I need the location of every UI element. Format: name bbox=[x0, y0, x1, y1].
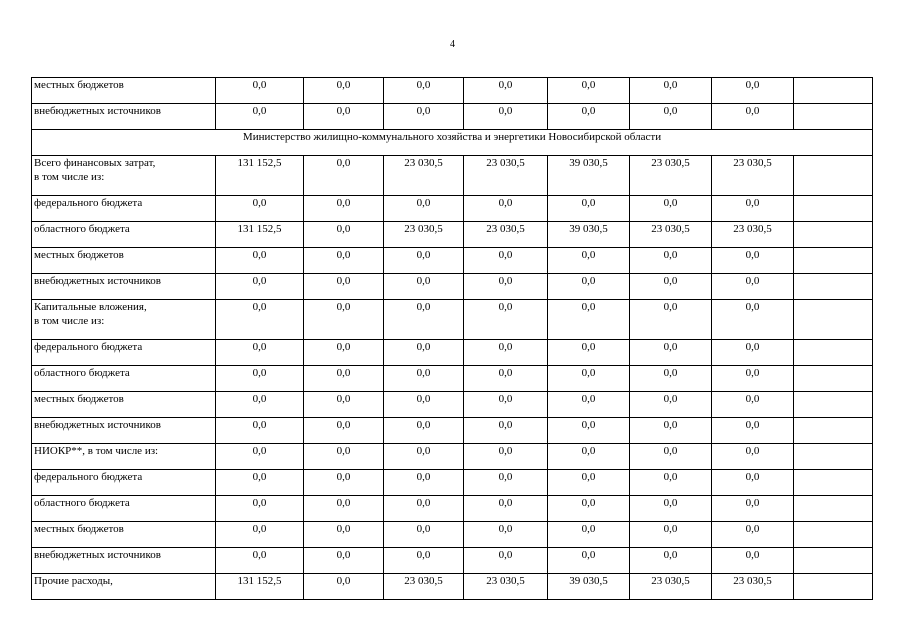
table-row bbox=[32, 574, 873, 600]
value-cell bbox=[794, 156, 873, 196]
value-cell: 0,0 bbox=[384, 300, 464, 340]
row-label-line: местных бюджетов bbox=[34, 79, 124, 91]
row-label-line: Всего финансовых затрат, bbox=[34, 157, 156, 169]
row-label bbox=[32, 574, 216, 600]
value-cell: 0,0 bbox=[630, 522, 712, 548]
value-cell: 0,0 bbox=[712, 196, 794, 222]
table-row bbox=[32, 470, 873, 496]
value-cell: 0,0 bbox=[216, 392, 304, 418]
row-label bbox=[32, 300, 216, 340]
value-cell: 23 030,5 bbox=[712, 574, 794, 600]
row-label bbox=[32, 522, 216, 548]
row-label-line: областного бюджета bbox=[34, 223, 130, 235]
row-label bbox=[32, 156, 216, 196]
value-cell: 0,0 bbox=[304, 548, 384, 574]
row-label-line: местных бюджетов bbox=[34, 393, 124, 405]
value-cell: 23 030,5 bbox=[384, 574, 464, 600]
value-cell: 23 030,5 bbox=[384, 156, 464, 196]
value-cell: 0,0 bbox=[712, 78, 794, 104]
value-cell: 0,0 bbox=[712, 444, 794, 470]
value-cell: 0,0 bbox=[548, 470, 630, 496]
value-cell: 0,0 bbox=[630, 470, 712, 496]
value-cell: 23 030,5 bbox=[464, 156, 548, 196]
row-label-line: местных бюджетов bbox=[34, 249, 124, 261]
value-cell: 0,0 bbox=[548, 340, 630, 366]
value-cell: 23 030,5 bbox=[712, 156, 794, 196]
value-cell: 0,0 bbox=[630, 274, 712, 300]
value-cell bbox=[794, 340, 873, 366]
row-label-line: внебюджетных источников bbox=[34, 105, 161, 117]
value-cell: 0,0 bbox=[712, 418, 794, 444]
value-cell: 0,0 bbox=[464, 496, 548, 522]
value-cell: 0,0 bbox=[464, 274, 548, 300]
value-cell: 0,0 bbox=[630, 104, 712, 130]
value-cell: 0,0 bbox=[548, 300, 630, 340]
value-cell: 0,0 bbox=[216, 444, 304, 470]
value-cell bbox=[794, 522, 873, 548]
value-cell: 0,0 bbox=[548, 248, 630, 274]
value-cell: 0,0 bbox=[304, 444, 384, 470]
value-cell: 0,0 bbox=[384, 366, 464, 392]
value-cell: 0,0 bbox=[630, 444, 712, 470]
value-cell: 0,0 bbox=[384, 522, 464, 548]
row-label-line: Капитальные вложения, bbox=[34, 301, 147, 313]
value-cell: 0,0 bbox=[712, 548, 794, 574]
row-label-line: Прочие расходы, bbox=[34, 575, 113, 587]
value-cell: 0,0 bbox=[304, 156, 384, 196]
value-cell: 23 030,5 bbox=[384, 222, 464, 248]
table-row bbox=[32, 340, 873, 366]
value-cell: 23 030,5 bbox=[464, 574, 548, 600]
table-row bbox=[32, 78, 873, 104]
value-cell: 0,0 bbox=[304, 196, 384, 222]
value-cell: 0,0 bbox=[464, 392, 548, 418]
table-row bbox=[32, 196, 873, 222]
value-cell bbox=[794, 574, 873, 600]
value-cell: 0,0 bbox=[464, 300, 548, 340]
table-row bbox=[32, 548, 873, 574]
value-cell: 0,0 bbox=[630, 418, 712, 444]
value-cell: 0,0 bbox=[712, 104, 794, 130]
value-cell: 0,0 bbox=[216, 248, 304, 274]
value-cell bbox=[794, 196, 873, 222]
row-label bbox=[32, 104, 216, 130]
value-cell: 0,0 bbox=[630, 196, 712, 222]
table-row bbox=[32, 418, 873, 444]
value-cell bbox=[794, 366, 873, 392]
value-cell: 0,0 bbox=[384, 392, 464, 418]
row-label bbox=[32, 340, 216, 366]
value-cell: 0,0 bbox=[548, 548, 630, 574]
value-cell: 0,0 bbox=[216, 300, 304, 340]
row-label bbox=[32, 78, 216, 104]
value-cell: 0,0 bbox=[712, 366, 794, 392]
value-cell: 0,0 bbox=[630, 340, 712, 366]
value-cell bbox=[794, 496, 873, 522]
value-cell: 0,0 bbox=[548, 78, 630, 104]
table-row bbox=[32, 496, 873, 522]
value-cell: 23 030,5 bbox=[630, 156, 712, 196]
row-label bbox=[32, 196, 216, 222]
value-cell: 0,0 bbox=[384, 418, 464, 444]
value-cell: 0,0 bbox=[384, 104, 464, 130]
section-row bbox=[32, 130, 873, 156]
value-cell: 0,0 bbox=[216, 496, 304, 522]
row-label bbox=[32, 366, 216, 392]
value-cell: 0,0 bbox=[548, 104, 630, 130]
value-cell: 0,0 bbox=[464, 196, 548, 222]
budget-table bbox=[31, 77, 873, 600]
value-cell: 131 152,5 bbox=[216, 574, 304, 600]
value-cell: 0,0 bbox=[384, 248, 464, 274]
table-row bbox=[32, 104, 873, 130]
value-cell: 0,0 bbox=[630, 366, 712, 392]
value-cell: 0,0 bbox=[216, 104, 304, 130]
value-cell: 0,0 bbox=[712, 248, 794, 274]
value-cell: 0,0 bbox=[464, 104, 548, 130]
value-cell: 0,0 bbox=[216, 78, 304, 104]
value-cell: 23 030,5 bbox=[464, 222, 548, 248]
row-label-line: местных бюджетов bbox=[34, 523, 124, 535]
value-cell: 0,0 bbox=[304, 392, 384, 418]
value-cell bbox=[794, 392, 873, 418]
value-cell: 131 152,5 bbox=[216, 222, 304, 248]
value-cell: 131 152,5 bbox=[216, 156, 304, 196]
value-cell: 0,0 bbox=[548, 496, 630, 522]
value-cell: 0,0 bbox=[304, 222, 384, 248]
page-number: 4 bbox=[450, 39, 455, 50]
value-cell: 0,0 bbox=[464, 78, 548, 104]
value-cell bbox=[794, 548, 873, 574]
value-cell bbox=[794, 248, 873, 274]
table-row bbox=[32, 392, 873, 418]
value-cell: 0,0 bbox=[304, 470, 384, 496]
value-cell: 0,0 bbox=[304, 522, 384, 548]
value-cell: 0,0 bbox=[630, 548, 712, 574]
value-cell: 23 030,5 bbox=[630, 574, 712, 600]
value-cell bbox=[794, 104, 873, 130]
value-cell: 0,0 bbox=[548, 366, 630, 392]
value-cell: 0,0 bbox=[304, 78, 384, 104]
table-row bbox=[32, 366, 873, 392]
value-cell bbox=[794, 222, 873, 248]
value-cell: 39 030,5 bbox=[548, 574, 630, 600]
row-label-line: внебюджетных источников bbox=[34, 419, 161, 431]
table-row bbox=[32, 248, 873, 274]
value-cell: 0,0 bbox=[548, 274, 630, 300]
value-cell: 0,0 bbox=[304, 574, 384, 600]
value-cell: 0,0 bbox=[712, 340, 794, 366]
value-cell bbox=[794, 274, 873, 300]
value-cell: 0,0 bbox=[464, 548, 548, 574]
row-label bbox=[32, 470, 216, 496]
row-label-line: федерального бюджета bbox=[34, 471, 143, 483]
value-cell: 0,0 bbox=[216, 418, 304, 444]
row-label bbox=[32, 248, 216, 274]
row-label bbox=[32, 548, 216, 574]
value-cell: 0,0 bbox=[304, 274, 384, 300]
row-label-line: федерального бюджета bbox=[34, 341, 143, 353]
value-cell: 0,0 bbox=[630, 78, 712, 104]
value-cell: 0,0 bbox=[216, 274, 304, 300]
row-label bbox=[32, 496, 216, 522]
value-cell: 0,0 bbox=[384, 444, 464, 470]
value-cell: 0,0 bbox=[216, 548, 304, 574]
value-cell: 0,0 bbox=[216, 366, 304, 392]
value-cell: 0,0 bbox=[216, 340, 304, 366]
value-cell: 0,0 bbox=[384, 78, 464, 104]
value-cell: 0,0 bbox=[464, 366, 548, 392]
row-label bbox=[32, 222, 216, 248]
value-cell: 0,0 bbox=[464, 470, 548, 496]
value-cell: 0,0 bbox=[384, 548, 464, 574]
value-cell: 0,0 bbox=[548, 392, 630, 418]
value-cell: 0,0 bbox=[304, 418, 384, 444]
row-label bbox=[32, 274, 216, 300]
value-cell: 0,0 bbox=[712, 470, 794, 496]
value-cell: 0,0 bbox=[304, 366, 384, 392]
value-cell: 0,0 bbox=[464, 418, 548, 444]
row-label bbox=[32, 444, 216, 470]
table-row bbox=[32, 274, 873, 300]
row-label-line: в том числе из: bbox=[34, 315, 105, 327]
section-title: Министерство жилищно-коммунального хозяйства и энергетики Новосибирской области bbox=[32, 130, 873, 156]
value-cell: 0,0 bbox=[712, 522, 794, 548]
row-label-line: НИОКР**, в том числе из: bbox=[34, 445, 159, 457]
value-cell: 23 030,5 bbox=[630, 222, 712, 248]
table-row bbox=[32, 222, 873, 248]
value-cell: 0,0 bbox=[630, 496, 712, 522]
row-label-line: внебюджетных источников bbox=[34, 549, 161, 561]
value-cell: 0,0 bbox=[712, 274, 794, 300]
value-cell bbox=[794, 418, 873, 444]
value-cell: 0,0 bbox=[464, 340, 548, 366]
row-label-line: областного бюджета bbox=[34, 497, 130, 509]
value-cell bbox=[794, 470, 873, 496]
value-cell: 0,0 bbox=[630, 392, 712, 418]
value-cell: 0,0 bbox=[216, 522, 304, 548]
value-cell: 0,0 bbox=[384, 470, 464, 496]
value-cell: 0,0 bbox=[464, 248, 548, 274]
value-cell: 23 030,5 bbox=[712, 222, 794, 248]
value-cell bbox=[794, 444, 873, 470]
value-cell: 0,0 bbox=[712, 300, 794, 340]
value-cell: 0,0 bbox=[384, 196, 464, 222]
value-cell: 0,0 bbox=[384, 340, 464, 366]
value-cell: 0,0 bbox=[548, 196, 630, 222]
value-cell bbox=[794, 78, 873, 104]
value-cell: 0,0 bbox=[216, 196, 304, 222]
row-label-line: федерального бюджета bbox=[34, 197, 143, 209]
row-label-line: в том числе из: bbox=[34, 171, 105, 183]
value-cell: 0,0 bbox=[630, 300, 712, 340]
table-row bbox=[32, 444, 873, 470]
value-cell: 0,0 bbox=[548, 418, 630, 444]
row-label bbox=[32, 418, 216, 444]
row-label-line: внебюджетных источников bbox=[34, 275, 161, 287]
value-cell: 0,0 bbox=[384, 274, 464, 300]
value-cell: 39 030,5 bbox=[548, 156, 630, 196]
table-row bbox=[32, 300, 873, 340]
value-cell: 39 030,5 bbox=[548, 222, 630, 248]
value-cell: 0,0 bbox=[304, 104, 384, 130]
value-cell: 0,0 bbox=[712, 392, 794, 418]
value-cell: 0,0 bbox=[304, 496, 384, 522]
table-row bbox=[32, 522, 873, 548]
value-cell: 0,0 bbox=[304, 300, 384, 340]
row-label-line: областного бюджета bbox=[34, 367, 130, 379]
value-cell: 0,0 bbox=[464, 444, 548, 470]
value-cell bbox=[794, 300, 873, 340]
value-cell: 0,0 bbox=[304, 340, 384, 366]
value-cell: 0,0 bbox=[548, 444, 630, 470]
value-cell: 0,0 bbox=[548, 522, 630, 548]
value-cell: 0,0 bbox=[304, 248, 384, 274]
value-cell: 0,0 bbox=[464, 522, 548, 548]
value-cell: 0,0 bbox=[630, 248, 712, 274]
table-row bbox=[32, 156, 873, 196]
value-cell: 0,0 bbox=[384, 496, 464, 522]
value-cell: 0,0 bbox=[712, 496, 794, 522]
value-cell: 0,0 bbox=[216, 470, 304, 496]
row-label bbox=[32, 392, 216, 418]
